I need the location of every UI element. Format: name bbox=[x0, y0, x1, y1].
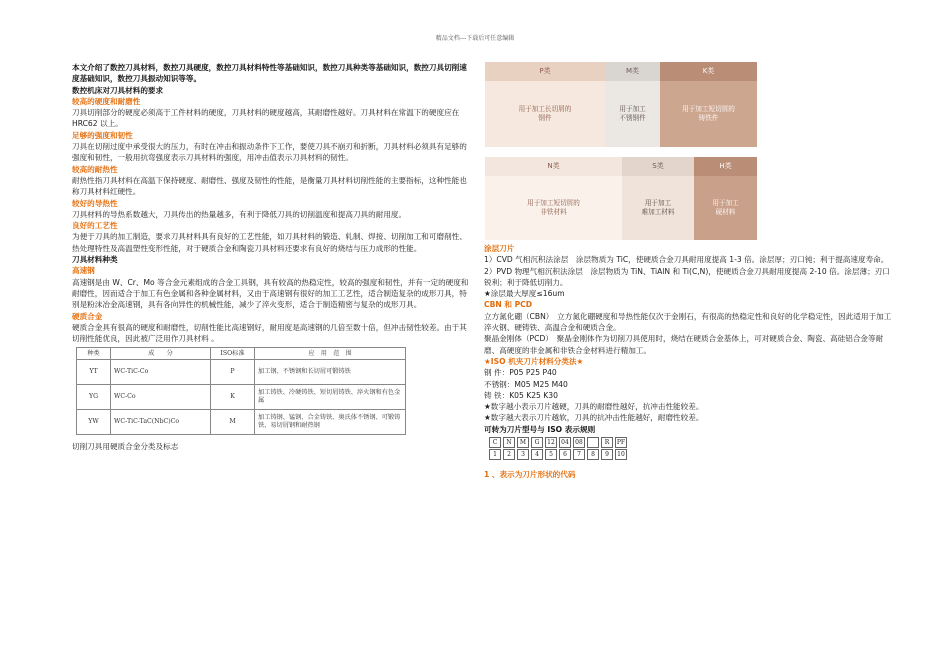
table-header: 应 用 范 围 bbox=[255, 348, 406, 360]
iso-code-cell: 9 bbox=[601, 449, 613, 460]
carbide-grade-table bbox=[76, 347, 406, 435]
group-m-header: M类 bbox=[605, 62, 660, 81]
para-manufacturability: 为便于刀具的加工制造，要求刀具材料具有良好的工艺性能，如刀具材料的锻造、轧制、焊接、切削加工和可磨削性、热处理特性及高温塑性变形性能，对于硬质合金和陶瓷刀具材料还要求有良好的烧结与压力成形的性能。 bbox=[72, 232, 467, 253]
grade-note-large: ★数字越大表示刀片越软，刀具的抗冲击性能越好，耐磨性较差。 bbox=[484, 413, 704, 423]
heading-shape-code: 1 、表示为刀片形状的代码 bbox=[484, 470, 576, 480]
table-caption: 切削刀具用硬质合金分类及标志 bbox=[72, 442, 179, 452]
para-cvd: 1）CVD 气相沉积法涂层 涂层物质为 TiC，使硬质合金刀具耐用度提高 1-3 倍。涂层厚；刃口钝；利于提高速度寿命。 bbox=[484, 255, 889, 265]
table-cell: YW bbox=[77, 410, 111, 435]
heading-manufacturability: 良好的工艺性 bbox=[72, 221, 118, 231]
table-row bbox=[77, 360, 406, 385]
group-p-header: P类 bbox=[485, 62, 605, 81]
group-h-desc: 用于加工 硬材料 bbox=[694, 176, 757, 240]
iso-stainless: 不锈钢：M05 M25 M40 bbox=[484, 379, 568, 389]
iso-code-cell: 08 bbox=[573, 437, 585, 448]
iso-steel: 钢 件：P05 P25 P40 bbox=[484, 368, 557, 378]
iso-code-cell: 04 bbox=[559, 437, 571, 448]
table-cell: P bbox=[211, 360, 255, 385]
iso-code-cell: 7 bbox=[573, 449, 585, 460]
requirements-heading: 数控机床对刀具材料的要求 bbox=[72, 85, 164, 95]
group-n-header: N类 bbox=[485, 157, 622, 176]
para-heat-resistance: 耐热性指刀具材料在高温下保持硬度、耐磨性、强度及韧性的性能，是衡量刀具材料切削性能的主要指标，这种性能也称刀具材料红硬性。 bbox=[72, 175, 467, 197]
iso-code-cell: 10 bbox=[615, 449, 627, 460]
heading-conductivity: 较好的导热性 bbox=[72, 198, 118, 208]
material-groups-figure bbox=[485, 62, 757, 240]
iso-cast-iron: 铸 铁：K05 K25 K30 bbox=[484, 390, 558, 400]
iso-code-cell: 1 bbox=[489, 449, 501, 460]
table-cell: M bbox=[211, 410, 255, 435]
heading-hss: 高速钢 bbox=[72, 266, 95, 276]
para-hss: 高速钢是由 W、Cr、Mo 等合金元素组成的合金工具钢，具有较高的热稳定性，较高的强度和韧性，并有一定的硬度和耐磨性，因而适合于加工有色金属和各种金属材料，又由于高速钢有很好的加工工艺性，适合制造复杂的成形刀具，特别是粉沫冶金高速钢，具有各向异性的机械性能，减少了淬火变形，适合于制造精密与复杂的成形刀具。 bbox=[72, 277, 469, 310]
iso-code-cell: R bbox=[601, 437, 613, 448]
iso-code-cell: PF bbox=[615, 437, 627, 448]
heading-iso-classification: ★ISO 机夹刀片材料分类法★ bbox=[484, 356, 584, 366]
group-p-desc: 用于加工长切屑的 钢件 bbox=[485, 81, 605, 147]
iso-code-cell: 12 bbox=[545, 437, 557, 448]
iso-code-cell: C bbox=[489, 437, 501, 448]
table-header: ISO标准 bbox=[211, 348, 255, 360]
iso-code-cell: N bbox=[503, 437, 515, 448]
right-column bbox=[484, 62, 894, 480]
coating-thickness-note: ★涂层最大厚度≤16um bbox=[484, 289, 565, 299]
heading-cbn-pcd: CBN 和 PCD bbox=[484, 300, 533, 310]
iso-code-cell: 6 bbox=[559, 449, 571, 460]
grade-note-small: ★数字越小表示刀片越硬，刀具的耐磨性越好，抗冲击性能较差。 bbox=[484, 402, 704, 412]
group-s-header: S类 bbox=[622, 157, 694, 176]
group-h-header: H类 bbox=[694, 157, 757, 176]
iso-code-cell: M bbox=[517, 437, 529, 448]
iso-code-cell: 2 bbox=[503, 449, 515, 460]
group-n-desc: 用于加工短切屑的 非铁材料 bbox=[485, 176, 622, 240]
table-header: 种类 bbox=[77, 348, 111, 360]
para-pvd: 2）PVD 物理气相沉积法涂层 涂层物质为 TiN、TiAlN 和 Ti(C,N)，使硬质合金刀具耐用度提高 2-10 倍。涂层薄；刃口锐利；利于降低切削力。 bbox=[484, 266, 890, 287]
table-cell: K bbox=[211, 385, 255, 410]
para-hardness: 刀具切削部分的硬度必须高于工件材料的硬度，刀具材料的硬度越高，其耐磨性越好。刀具材料在常温下的硬度应在 HRC62 以上。 bbox=[72, 108, 460, 129]
iso-code-cell: 3 bbox=[517, 449, 529, 460]
iso-code-cell bbox=[587, 437, 599, 448]
para-cbn: 立方氮化硼（CBN） 立方氮化硼硬度和导热性能仅次于金刚石，有很高的热稳定性和良好的化学稳定性，因此适用于加工淬火钢、硬铸铁、高温合金和硬质合金。 bbox=[484, 311, 892, 333]
iso-code-cell: 4 bbox=[531, 449, 543, 460]
para-strength: 刀具在切削过度中承受很大的压力，有时在冲击和振动条件下工作，要使刀具不崩刃和折断，刀具材料必须具有足够的强度和韧性，一般用抗弯强度表示刀具材料的强度，用冲击值表示刀具材料的韧性。 bbox=[72, 142, 467, 163]
page-header: 精品文档---下载后可任意编辑 bbox=[435, 35, 515, 42]
table-cell: WC-TiC-TaC(NbC)Co bbox=[111, 410, 211, 435]
para-conductivity: 刀具材料的导热系数越大，刀具传出的热量越多，有利于降低刀具的切削温度和提高刀具的耐用度。 bbox=[72, 209, 407, 219]
heading-strength: 足够的强度和韧性 bbox=[72, 130, 133, 140]
table-cell: YG bbox=[77, 385, 111, 410]
heading-heat-resistance: 较高的耐热性 bbox=[72, 164, 118, 174]
table-cell: YT bbox=[77, 360, 111, 385]
heading-hardness: 较高的硬度和耐磨性 bbox=[72, 96, 141, 106]
table-cell: 加工钢、不锈钢和长切屑可锻铸铁 bbox=[255, 360, 406, 385]
intro-text: 本文介绍了数控刀具材料，数控刀具硬度，数控刀具材料特性等基础知识，数控刀具种类等基础知识，数控刀具切削速度基础知识，数控刀具振动知识等等。 bbox=[72, 63, 467, 84]
group-m-desc: 用于加工 不锈钢件 bbox=[605, 81, 660, 147]
table-cell: 加工铸钢、锰钢、合金铸铁、奥氏体不锈钢、可锻铸铁、易切屑钢和耐热钢 bbox=[255, 410, 406, 435]
para-pcd: 聚晶金刚体（PCD） 聚晶金刚体作为切削刀具使用时，烧结在硬质合金基体上，可对硬质合金、陶瓷、高硅铝合金等耐磨、高硬度的非金属和非铁合金材料进行精加工。 bbox=[484, 334, 884, 355]
iso-code-cell: 8 bbox=[587, 449, 599, 460]
table-cell: 加工铸铁、冷硬铸铁、短切屑铸铁、淬火钢和有色金属 bbox=[255, 385, 406, 410]
iso-code-row bbox=[489, 437, 894, 448]
iso-position-row bbox=[489, 449, 894, 460]
table-row bbox=[77, 385, 406, 410]
iso-code-grid bbox=[489, 437, 894, 460]
group-k-header: K类 bbox=[660, 62, 757, 81]
para-carbide: 硬质合金具有很高的硬度和耐磨性，切削性能比高速钢好，耐用度是高速钢的几倍至数十倍，但冲击韧性较差。由于其切削性能优良，因此被广泛用作刀具材料 。 bbox=[72, 322, 467, 344]
types-heading: 刀具材料种类 bbox=[72, 255, 118, 265]
heading-coated-inserts: 涂层刀片 bbox=[484, 244, 515, 253]
group-k-desc: 用于加工短切屑的 铸铁件 bbox=[660, 81, 757, 147]
iso-code-cell: G bbox=[531, 437, 543, 448]
table-header: 成 分 bbox=[111, 348, 211, 360]
group-s-desc: 用于加工 难加工材料 bbox=[622, 176, 694, 240]
heading-carbide: 硬质合金 bbox=[72, 311, 103, 321]
left-column bbox=[72, 62, 472, 453]
table-row bbox=[77, 410, 406, 435]
table-cell: WC-Co bbox=[111, 385, 211, 410]
iso-code-cell: 5 bbox=[545, 449, 557, 460]
table-cell: WC-TiC-Co bbox=[111, 360, 211, 385]
heading-iso-rules: 可转为刀片型号与 ISO 表示规则 bbox=[484, 424, 596, 434]
